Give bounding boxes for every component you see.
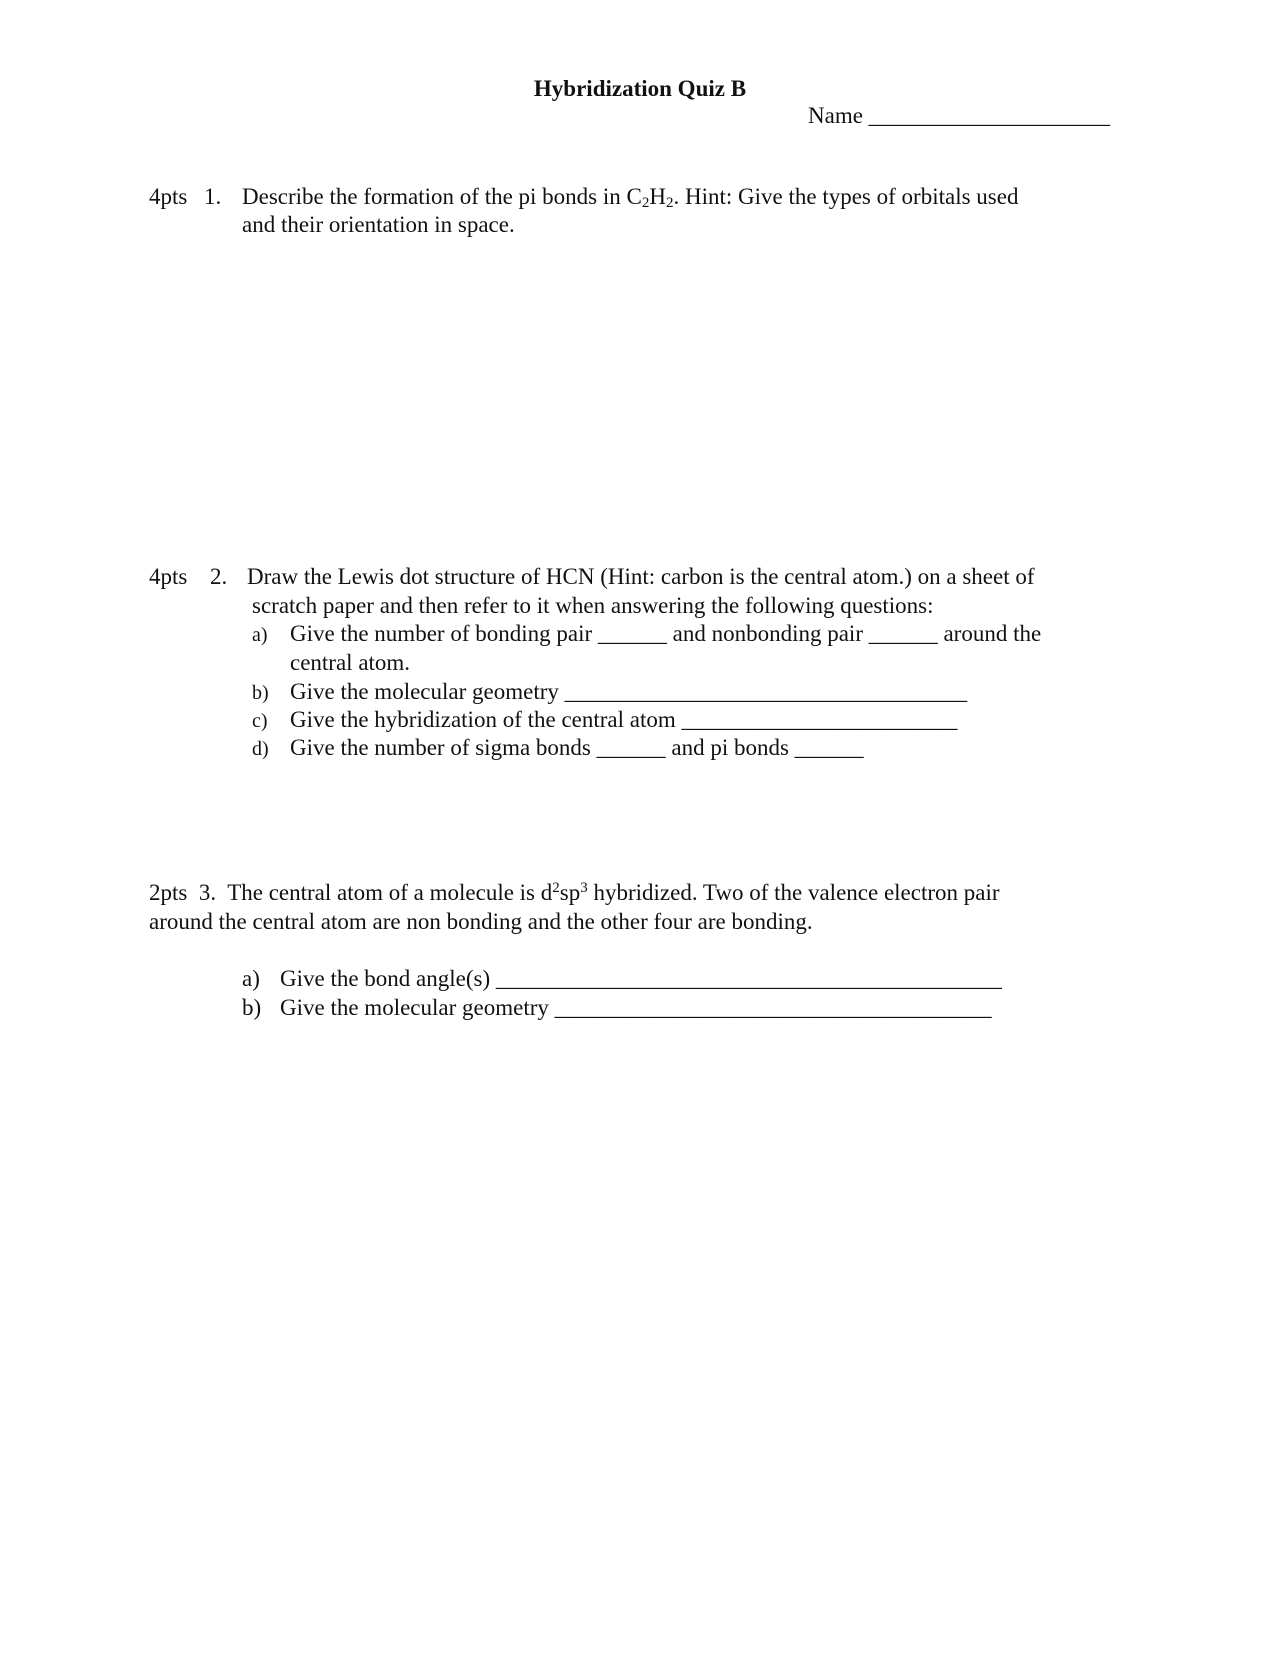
q3-number: 3.: [198, 880, 217, 905]
page-title: Hybridization Quiz B: [533, 76, 747, 101]
name-label: Name: [808, 103, 863, 128]
q1-number: 1.: [204, 184, 222, 209]
q2-a-line-1[interactable]: Give the number of bonding pair ______ and nonbonding pair ______ around the: [290, 621, 1042, 646]
q3-text-a: The central atom of a molecule is d: [227, 880, 553, 905]
q2-b-line[interactable]: Give the molecular geometry ___________________________________: [290, 679, 968, 704]
q1-text-a: Describe the formation of the pi bonds in C: [242, 184, 642, 209]
q3-line-2: around the central atom are non bonding and the other four are bonding.: [149, 909, 813, 934]
q2-line-2: scratch paper and then refer to it when answering the following questions:: [252, 593, 934, 618]
q3-a-line[interactable]: Give the bond angle(s) ____________________________________________: [280, 966, 1002, 991]
name-field-row: [808, 103, 1110, 129]
q3-superscript-2: 3: [580, 880, 588, 896]
q1-text-c: . Hint: Give the types of orbitals used: [673, 184, 1019, 209]
q3-b-letter: b): [242, 995, 262, 1020]
q1-text-b: H: [649, 184, 666, 209]
q2-c-line[interactable]: Give the hybridization of the central atom ________________________: [290, 707, 958, 732]
q3-points: 2pts: [149, 880, 188, 905]
q2-line-1: Draw the Lewis dot structure of HCN (Hint: carbon is the central atom.) on a sheet of: [247, 564, 1035, 589]
q2-a-letter: a): [252, 624, 268, 646]
q1-subscript-1: 2: [641, 195, 650, 211]
q3-a-letter: a): [242, 966, 260, 991]
q3-superscript-1: 2: [552, 880, 560, 896]
q2-c-letter: c): [252, 710, 268, 732]
q2-d-line[interactable]: Give the number of sigma bonds ______ and pi bonds ______: [290, 735, 864, 760]
q1-subscript-2: 2: [666, 195, 674, 211]
q3-text-c: hybridized. Two of the valence electron pair: [587, 880, 1000, 905]
q2-points: 4pts: [149, 564, 188, 589]
q3-line-1: [149, 879, 1000, 907]
q3-b-line[interactable]: Give the molecular geometry ______________________________________: [280, 995, 992, 1020]
q1-line-1: [242, 183, 1018, 211]
name-blank[interactable]: _____________________: [868, 103, 1111, 128]
q2-d-letter: d): [252, 738, 269, 760]
q3-text-b: sp: [559, 880, 581, 905]
q2-b-letter: b): [252, 682, 269, 704]
q1-points: 4pts: [149, 184, 188, 209]
q1-line-2: and their orientation in space.: [242, 212, 515, 237]
q2-a-line-2: central atom.: [290, 650, 411, 675]
q2-number: 2.: [210, 564, 228, 589]
